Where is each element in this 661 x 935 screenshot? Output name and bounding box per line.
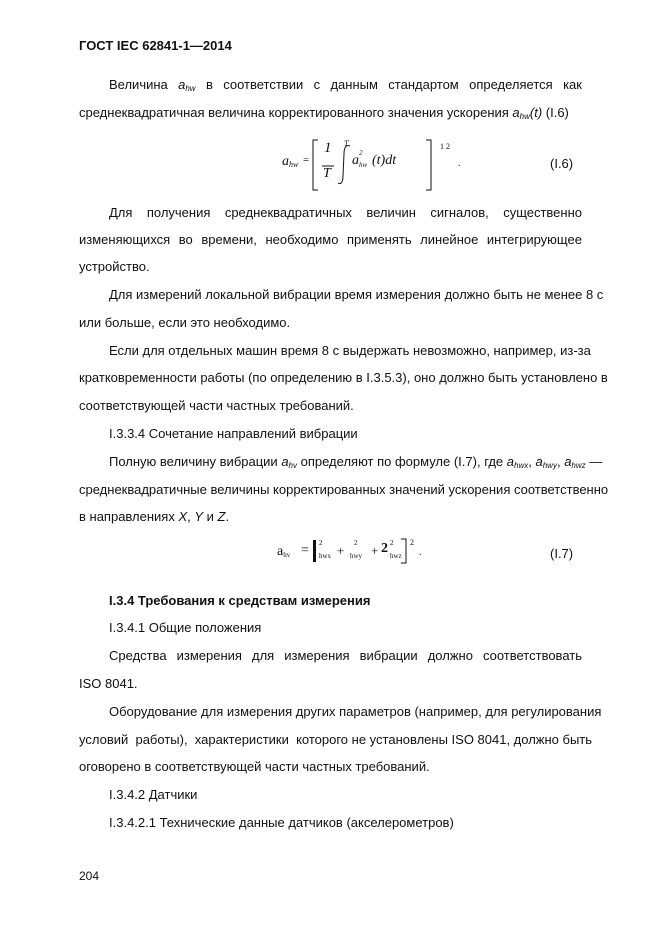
para5-line3: в направлениях X, Y и Z. xyxy=(79,509,230,524)
para3-line1: Для измерений локальной вибрации время измерения должно быть не менее 8 с xyxy=(109,287,604,302)
page-number: 204 xyxy=(79,869,100,883)
para5-line2: среднеквадратичные величины корректированных значений ускорения соответственно xyxy=(79,482,609,497)
para5-line1: Полную величину вибрации $a_{hv}$ определяют по формуле (I.7), где $a_{hwx}$, $a_{hwy}$, $a_{hwz}$ — xyxy=(109,454,603,470)
para2-line1: Для получения среднеквадратичных величин сигналов, существенно xyxy=(109,205,582,220)
para7-line1: Оборудование для измерения других параметров (например, для регулирования xyxy=(109,704,602,719)
para4-line1: Если для отдельных машин время 8 с выдержать невозможно, например, из-за xyxy=(109,343,591,358)
para6-line2: ISO 8041. xyxy=(79,676,138,691)
para4-line3: соответствующей части частных требований. xyxy=(79,398,354,413)
para3-line2: или больше, если это необходимо. xyxy=(79,315,291,330)
document-header: ГОСТ IEC 62841-1—2014 xyxy=(79,38,232,53)
section-heading-i341: I.3.4.1 Общие положения xyxy=(109,620,262,635)
para1-line2: среднеквадратичная величина корректированного значения ускорения $a_{hw}(t)$ (I.6) xyxy=(79,105,569,121)
para1-line1: Величина $a_{hw}$ в соответствии с данным стандартом определяется как xyxy=(109,77,582,93)
section-heading-i334: I.3.3.4 Сочетание направлений вибрации xyxy=(109,426,358,441)
para2-line2: изменяющихся во времени, необходимо применять линейное интегрирующее xyxy=(79,232,582,247)
section-heading-i34: I.3.4 Требования к средствам измерения xyxy=(109,593,371,608)
section-heading-i342: I.3.4.2 Датчики xyxy=(109,787,198,802)
para7-line3: оговорено в соответствующей части частных требований. xyxy=(79,759,430,774)
para4-line2: кратковременности работы (по определению в I.3.5.3), оно должно быть установлено в xyxy=(79,370,608,385)
para7-line2: условий работы), характеристики которого не установлены ISO 8041, должно быть xyxy=(79,732,593,747)
section-heading-i3421: I.3.4.2.1 Технические данные датчиков (акселерометров) xyxy=(109,815,454,830)
formula-i7-brackets xyxy=(312,537,412,565)
para2-line3: устройство. xyxy=(79,259,150,274)
para6-line1: Средства измерения для измерения вибрации должно соответствовать xyxy=(109,648,582,663)
